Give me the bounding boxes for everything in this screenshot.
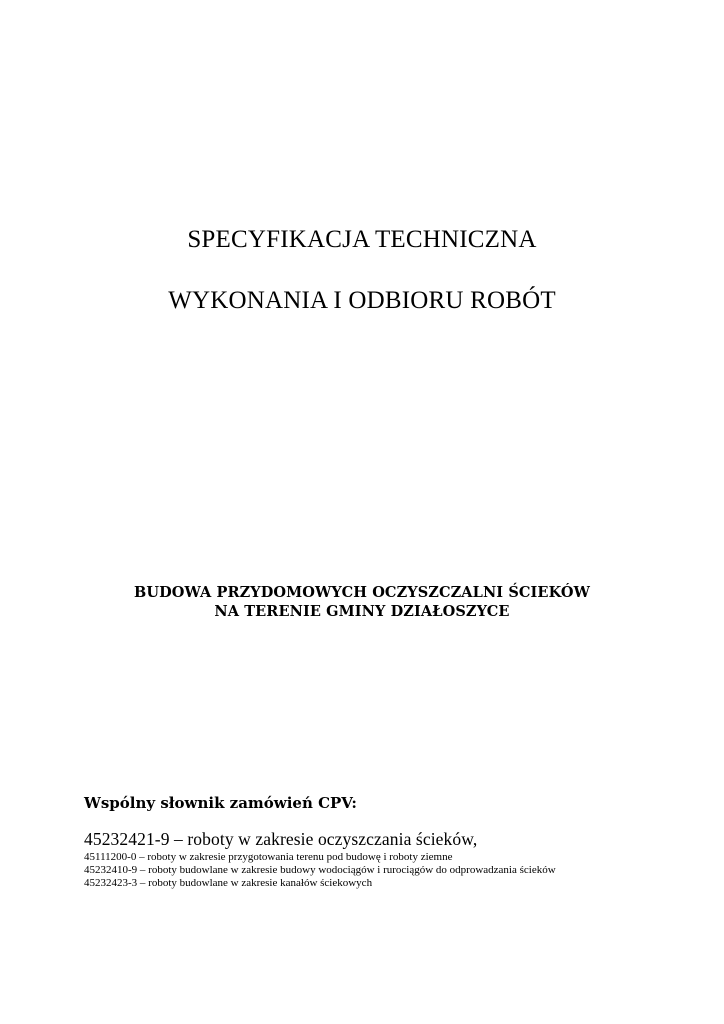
document-title-line-1: SPECYFIKACJA TECHNICZNA [187, 226, 537, 253]
cpv-code-item: 45111200-0 – roboty w zakresie przygotowania terenu pod budowę i roboty ziemne [84, 851, 453, 863]
cpv-heading: Wspólny słownik zamówień CPV: [84, 794, 357, 812]
cpv-code-list [84, 851, 556, 890]
cpv-code-item: 45232423-3 – roboty budowlane w zakresie kanałów ściekowych [84, 877, 373, 889]
project-subject-line-2: NA TERENIE GMINY DZIAŁOSZYCE [214, 603, 510, 620]
project-subject-line-1: BUDOWA PRZYDOMOWYCH OCZYSZCZALNI ŚCIEKÓW [134, 584, 590, 601]
document-title-line-2: WYKONANIA I ODBIORU ROBÓT [168, 287, 556, 314]
project-subject [0, 583, 724, 621]
cpv-main-code: 45232421-9 – roboty w zakresie oczyszczania ścieków, [84, 829, 478, 849]
cpv-code-item: 45232410-9 – roboty budowlane w zakresie budowy wodociągów i rurociągów do odprowadzania ścieków [84, 864, 556, 876]
